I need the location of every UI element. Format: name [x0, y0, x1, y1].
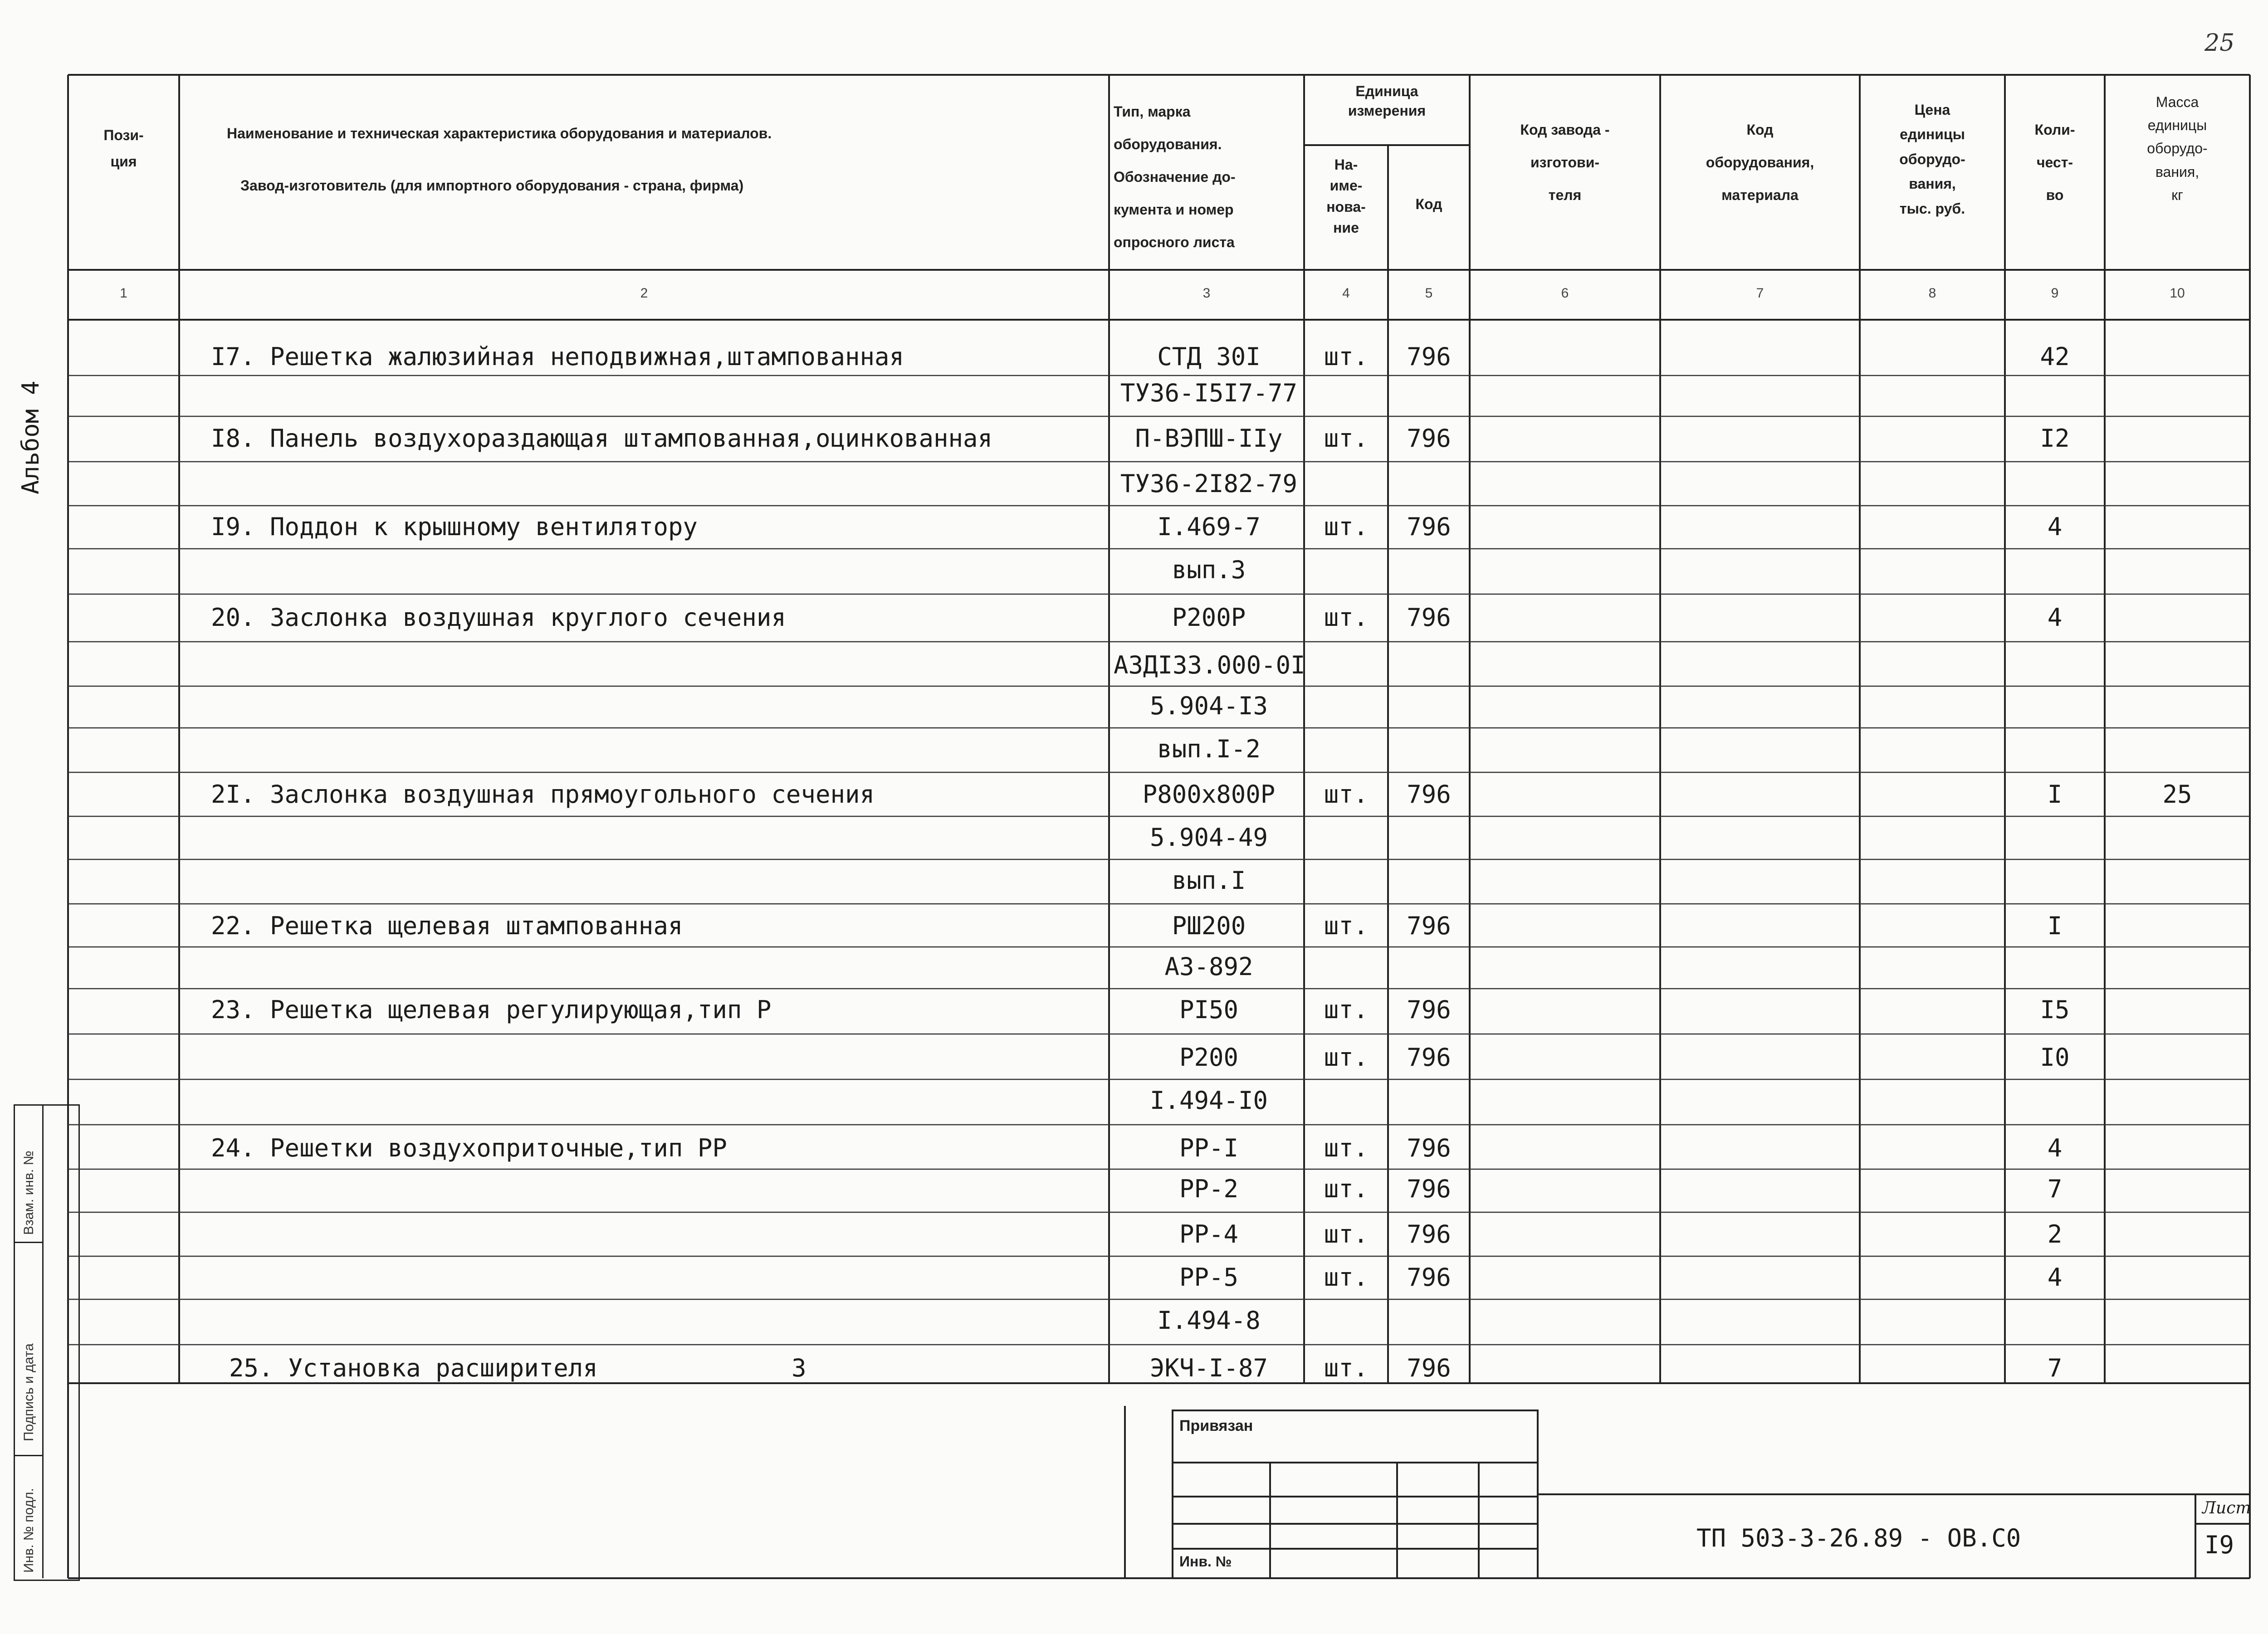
cell-type: Р800х800Р [1142, 780, 1276, 809]
cell-unit: шт. [1324, 995, 1369, 1024]
header-unit-group: Единица измерения [1348, 83, 1426, 119]
header-name-line2: Завод-изготовитель (для импортного оборудования - страна, фирма) [240, 177, 744, 194]
cell-type: РШ200 [1172, 912, 1246, 940]
cell-qty: 7 [2047, 1175, 2063, 1203]
colnum-1: 1 [120, 286, 127, 301]
header-type: Тип, марка оборудования. Обозначение до- кумента и номер опросного листа [1114, 103, 1236, 250]
colnum-6: 6 [1561, 286, 1569, 301]
stamp-privyazan: Привязан [1179, 1417, 1253, 1434]
colnum-3: 3 [1202, 286, 1211, 301]
cell-name: I9. Поддон к крышному вентилятору [211, 512, 698, 541]
side-label-inv: Инв. № подл. [21, 1488, 36, 1573]
cell-mass: 25 [2162, 780, 2192, 809]
cell-type: АЗДI33.000-0I [1114, 651, 1305, 679]
cell-type: РI50 [1179, 995, 1239, 1024]
cell-unit: шт. [1324, 1220, 1369, 1249]
cell-qty: I [2047, 912, 2063, 940]
cell-name: I7. Решетка жалюзийная неподвижная,штампованная [211, 342, 904, 371]
cell-unit: шт. [1324, 424, 1369, 453]
cell-code: 796 [1407, 1175, 1451, 1203]
cell-qty: I5 [2040, 995, 2070, 1024]
cell-code: 796 [1407, 1220, 1451, 1249]
cell-type: РР-2 [1179, 1175, 1239, 1203]
cell-code: 796 [1407, 342, 1451, 371]
page-number: 25 [2204, 29, 2235, 57]
cell-qty: 4 [2047, 512, 2063, 541]
cell-unit: шт. [1324, 1043, 1369, 1072]
header-plant-code: Код завода - изготови- теля [1520, 122, 1610, 203]
cell-qty: 4 [2047, 1263, 2063, 1292]
cell-name: 24. Решетки воздухоприточные,тип РР [211, 1134, 727, 1162]
cell-unit: шт. [1324, 780, 1369, 809]
cell-type: СТД 30I [1157, 342, 1261, 371]
cell-type: П-ВЭПШ-IIу [1135, 424, 1283, 453]
cell-type: I.469-7 [1157, 512, 1261, 541]
cell-code: 796 [1407, 1354, 1451, 1382]
cell-unit: шт. [1324, 603, 1369, 632]
cell-qty: 2 [2047, 1220, 2063, 1249]
cell-code: 796 [1407, 512, 1451, 541]
cell-type: вып.I-2 [1157, 735, 1261, 763]
header-price: Цена единицы оборудо- вания, тыс. руб. [1899, 102, 1965, 217]
header-mass: Масса единицы оборудо- вания, кг [2147, 94, 2208, 203]
sheet-label: Лист [2202, 1499, 2251, 1517]
cell-qty: I [2047, 780, 2063, 809]
cell-code: 796 [1407, 995, 1451, 1024]
cell-unit: шт. [1324, 342, 1369, 371]
cell-type: 5.904-49 [1149, 823, 1268, 852]
colnum-2: 2 [640, 286, 648, 301]
colnum-10: 10 [2170, 286, 2185, 301]
cell-qty: 4 [2047, 1134, 2063, 1162]
cell-code: 796 [1407, 1043, 1451, 1072]
cell-type: РР-4 [1179, 1220, 1239, 1249]
cell-qty: 42 [2040, 342, 2070, 371]
header-position: Пози- ция [103, 127, 144, 170]
cell-code: 796 [1407, 780, 1451, 809]
cell-qty: I2 [2040, 424, 2070, 453]
cell-type: А3-892 [1164, 952, 1253, 981]
cell-unit: шт. [1324, 1134, 1369, 1162]
cell-unit: шт. [1324, 1175, 1369, 1203]
header-quantity: Коли- чест- во [2034, 122, 2075, 203]
cell-type: РР-5 [1179, 1263, 1239, 1292]
colnum-5: 5 [1425, 286, 1433, 301]
cell-type: ТУ36-2I82-79 [1120, 469, 1298, 498]
cell-type: РР-I [1179, 1134, 1239, 1162]
cell-code: 796 [1407, 424, 1451, 453]
cell-type: Р200 [1179, 1043, 1239, 1072]
header-unit-name: На- име- нова- ние [1326, 156, 1366, 236]
header-unit-code: Код [1415, 196, 1442, 212]
cell-extra: 3 [792, 1354, 807, 1382]
colnum-7: 7 [1756, 286, 1764, 301]
side-label-podpis: Подпись и дата [21, 1343, 36, 1441]
cell-name: 2I. Заслонка воздушная прямоугольного сечения [211, 780, 875, 809]
cell-code: 796 [1407, 912, 1451, 940]
side-label-vzam: Взам. инв. № [21, 1151, 36, 1235]
cell-unit: шт. [1324, 1263, 1369, 1292]
cell-name: 22. Решетка щелевая штампованная [211, 912, 683, 940]
cell-code: 796 [1407, 1134, 1451, 1162]
cell-type: I.494-8 [1157, 1306, 1261, 1335]
header-equipment-code: Код оборудования, материала [1706, 122, 1814, 203]
colnum-4: 4 [1342, 286, 1350, 301]
header-name-line1: Наименование и техническая характеристика оборудования и материалов. [227, 125, 772, 141]
cell-name: 20. Заслонка воздушная круглого сечения [211, 603, 786, 632]
cell-type: вып.3 [1172, 556, 1246, 584]
cell-type: I.494-I0 [1149, 1086, 1268, 1115]
cell-type: вып.I [1172, 866, 1246, 895]
document-code: ТП 503-3-26.89 - ОВ.С0 [1696, 1524, 2021, 1552]
cell-unit: шт. [1324, 1354, 1369, 1382]
cell-qty: 4 [2047, 603, 2063, 632]
cell-type: ЭКЧ-I-87 [1149, 1354, 1268, 1382]
cell-unit: шт. [1324, 512, 1369, 541]
album-label: Альбом 4 [17, 380, 44, 494]
cell-qty: I0 [2040, 1043, 2070, 1072]
cell-code: 796 [1407, 603, 1451, 632]
sheet-number: I9 [2204, 1531, 2234, 1559]
cell-type: ТУ36-I5I7-77 [1120, 379, 1298, 407]
cell-name: I8. Панель воздухораздающая штампованная,оцинкованная [211, 424, 993, 453]
colnum-8: 8 [1928, 286, 1936, 301]
cell-qty: 7 [2047, 1354, 2063, 1382]
cell-type: Р200Р [1172, 603, 1246, 632]
cell-code: 796 [1407, 1263, 1451, 1292]
cell-unit: шт. [1324, 912, 1369, 940]
stamp-inv-no: Инв. № [1179, 1553, 1232, 1570]
cell-name: 25. Установка расширителя [229, 1354, 598, 1382]
cell-name: 23. Решетка щелевая регулирующая,тип Р [211, 995, 772, 1024]
cell-type: 5.904-I3 [1149, 692, 1268, 720]
colnum-9: 9 [2051, 286, 2059, 301]
